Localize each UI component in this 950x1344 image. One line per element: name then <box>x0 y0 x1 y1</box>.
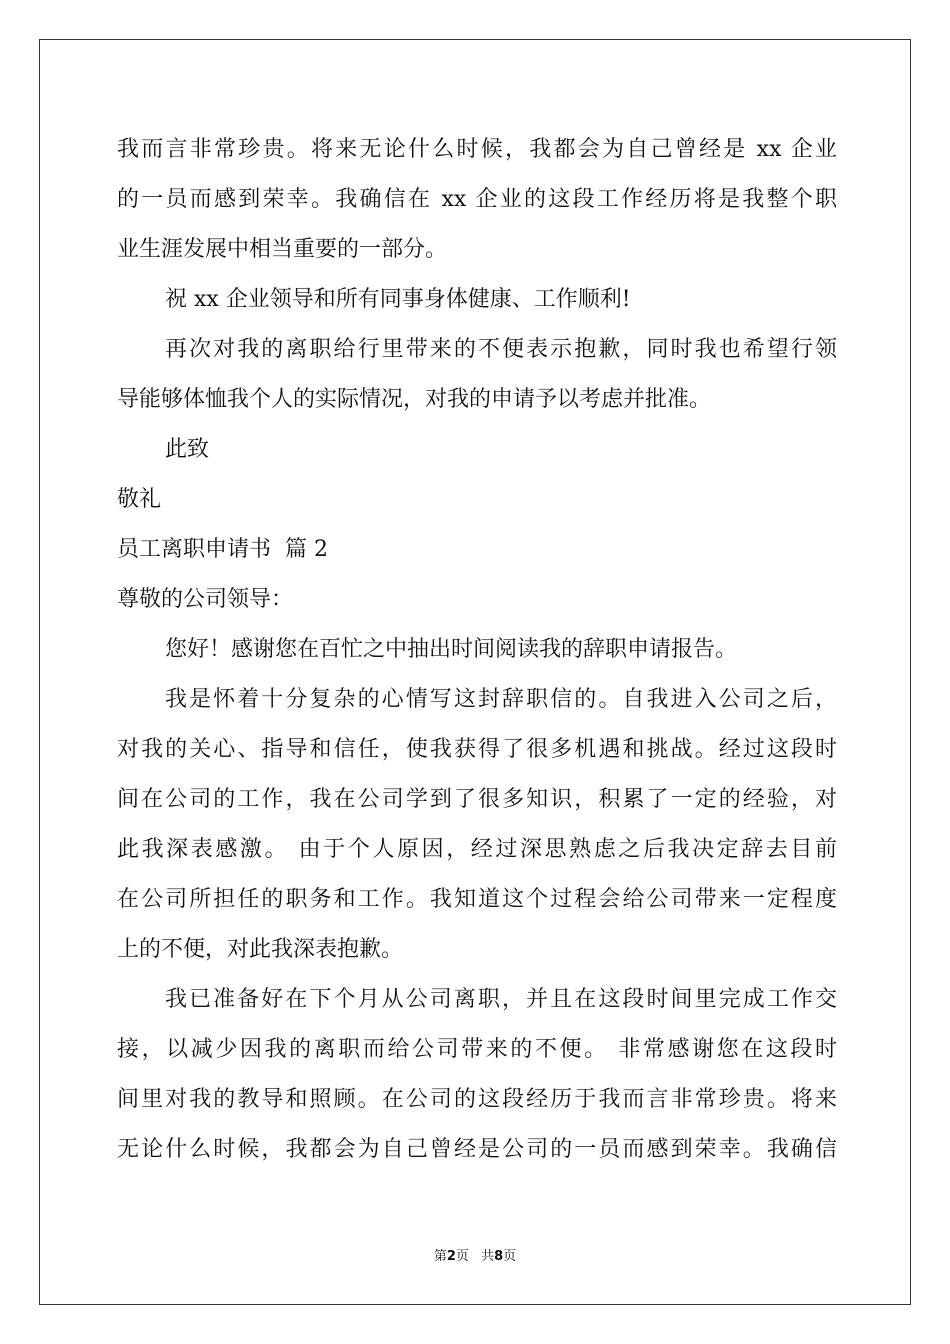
page-number: 第2页 <box>433 1249 469 1264</box>
document-body <box>117 125 837 1175</box>
text-line: 间在公司的工作，我在公司学到了很多知识，积累了一定的经验，对 <box>117 787 837 812</box>
text-line: 您好！感谢您在百忙之中抽出时间阅读我的辞职申请报告。 <box>165 637 738 662</box>
text-line: 我已准备好在下个月从公司离职，并且在这段时间里完成工作交 <box>165 987 837 1012</box>
text-line: 我是怀着十分复杂的心情写这封辞职信的。自我进入公司之后， <box>165 687 837 712</box>
text-line: 的一员而感到荣幸。我确信在 xx 企业的这段工作经历将是我整个职 <box>117 187 837 212</box>
text-line: 业生涯发展中相当重要的一部分。 <box>117 237 448 262</box>
text-line: 接，以减少因我的离职而给公司带来的不便。 非常感谢您在这段时 <box>117 1037 837 1062</box>
text-line: 此我深表感激。 由于个人原因，经过深思熟虑之后我决定辞去目前 <box>117 837 837 862</box>
text-line: 无论什么时候，我都会为自己曾经是公司的一员而感到荣幸。我确信 <box>117 1137 837 1162</box>
text-line: 上的不便，对此我深表抱歉。 <box>117 937 404 962</box>
total-pages: 共8页 <box>481 1249 517 1264</box>
text-line: 导能够体恤我个人的实际情况，对我的申请予以考虑并批准。 <box>117 387 712 412</box>
text-line: 对我的关心、指导和信任，使我获得了很多机遇和挑战。经过这段时 <box>117 737 837 762</box>
text-line: 间里对我的教导和照顾。在公司的这段经历于我而言非常珍贵。将来 <box>117 1087 837 1112</box>
text-line: 尊敬的公司领导： <box>117 587 294 612</box>
text-line: 祝 xx 企业领导和所有同事身体健康、工作顺利! <box>165 287 631 312</box>
page-footer <box>0 1245 950 1264</box>
text-line: 再次对我的离职给行里带来的不便表示抱歉，同时我也希望行领 <box>165 337 837 362</box>
text-line: 此致 <box>165 437 210 462</box>
text-line: 在公司所担任的职务和工作。我知道这个过程会给公司带来一定程度 <box>117 887 837 912</box>
text-line: 员工离职申请书 篇 2 <box>117 537 328 562</box>
text-line: 敬礼 <box>117 487 162 512</box>
text-line: 我而言非常珍贵。将来无论什么时候，我都会为自己曾经是 xx 企业 <box>117 137 837 162</box>
